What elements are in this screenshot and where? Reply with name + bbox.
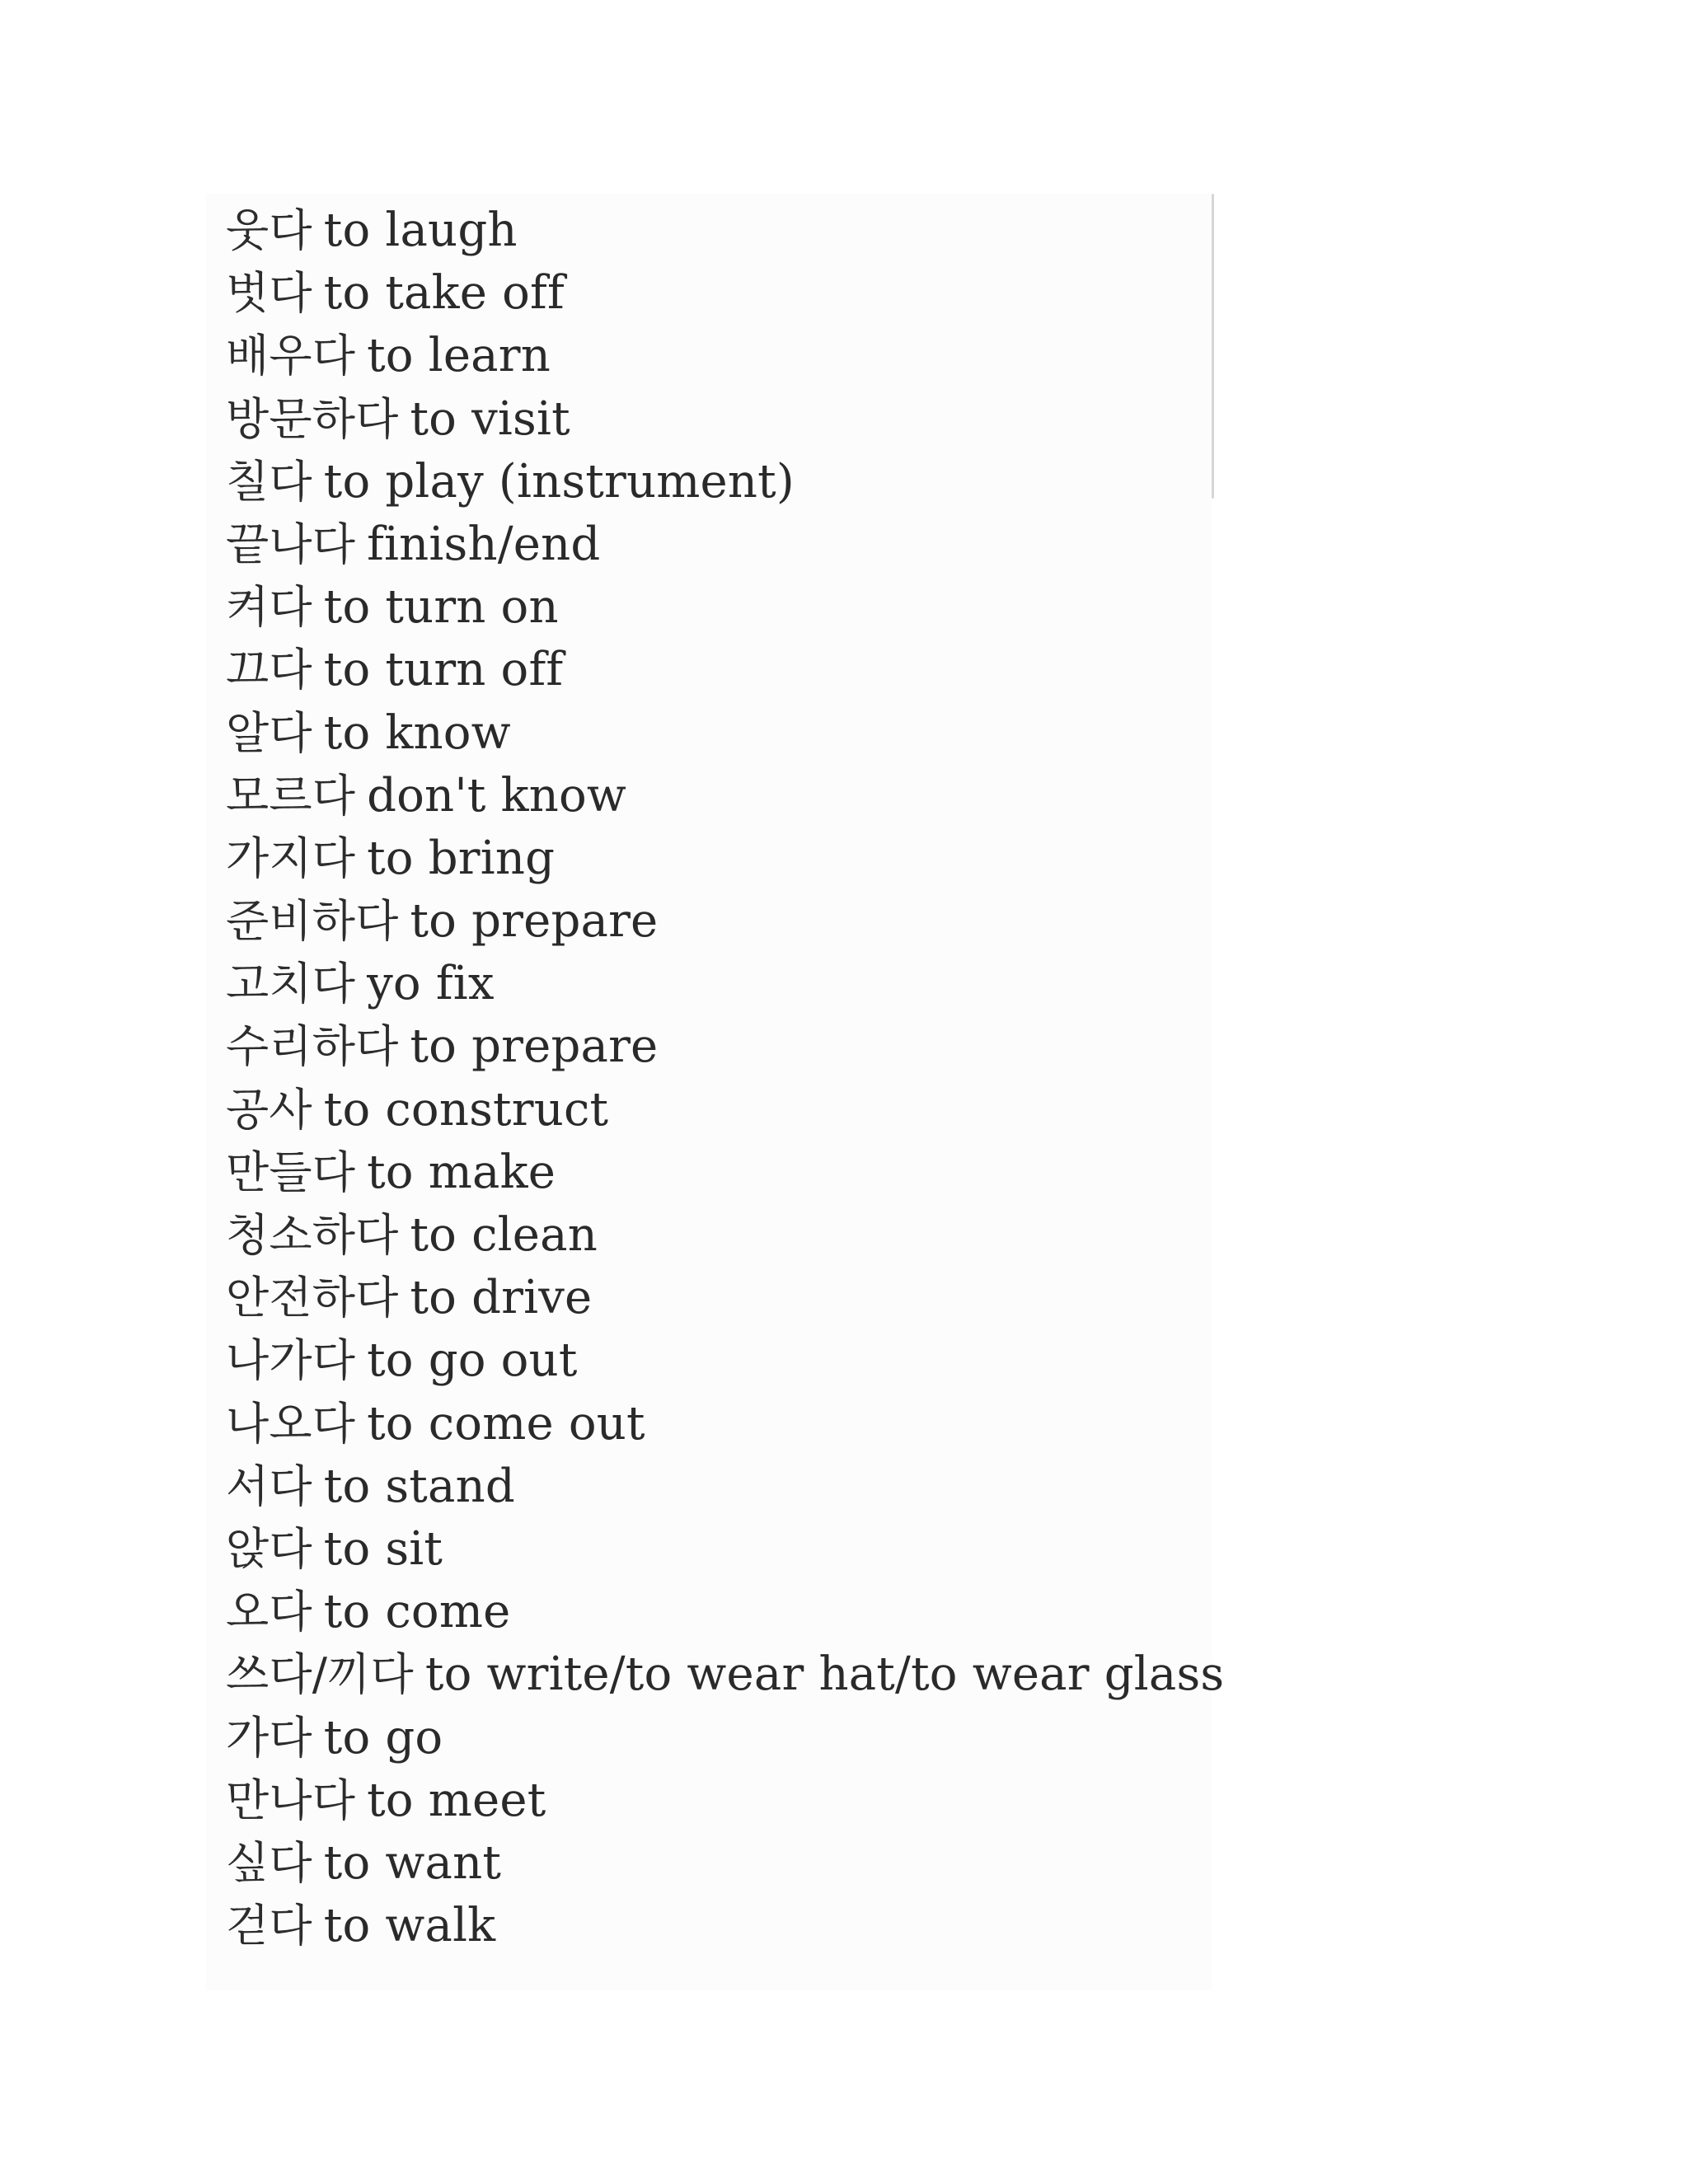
- korean-word: 끝나다: [226, 518, 356, 570]
- english-meaning: to turn off: [323, 643, 564, 697]
- vocab-item: [226, 325, 1224, 387]
- korean-word: 켜다: [226, 581, 312, 634]
- vocab-item: [226, 1393, 1224, 1455]
- vocab-item: [226, 890, 1224, 953]
- korean-word: 서다: [226, 1460, 312, 1512]
- korean-word: 수리하다: [226, 1020, 399, 1073]
- english-meaning: to play (instrument): [323, 454, 795, 509]
- korean-word: 걷다: [226, 1900, 312, 1952]
- english-meaning: to visit: [410, 391, 570, 446]
- korean-word: 만나다: [226, 1774, 356, 1826]
- korean-word: 끄다: [226, 644, 312, 696]
- vocab-item: [226, 1581, 1224, 1643]
- korean-word: 배우다: [226, 330, 356, 382]
- vocab-item: [226, 1455, 1224, 1518]
- korean-word: 오다: [226, 1586, 312, 1638]
- vocab-item: [226, 1204, 1224, 1267]
- vocab-item: [226, 1769, 1224, 1832]
- vocab-item: [226, 702, 1224, 765]
- vocab-item: [226, 1267, 1224, 1329]
- korean-word: 웃다: [226, 204, 312, 256]
- english-meaning: to drive: [410, 1271, 593, 1325]
- korean-word: 안전하다: [226, 1272, 399, 1324]
- vocab-item: [226, 388, 1224, 451]
- korean-word: 나가다: [226, 1334, 356, 1387]
- korean-word: 모르다: [226, 769, 356, 822]
- vocab-item: [226, 262, 1224, 325]
- vocab-item: [226, 513, 1224, 576]
- vocab-item: [226, 451, 1224, 513]
- vocab-item: [226, 827, 1224, 890]
- english-meaning: to prepare: [410, 894, 659, 949]
- korean-word: 앉다: [226, 1522, 312, 1575]
- korean-word: 가지다: [226, 832, 356, 884]
- vocab-item: [226, 1895, 1224, 1957]
- english-meaning: to turn on: [323, 580, 559, 635]
- english-meaning: to take off: [323, 266, 565, 321]
- english-meaning: to prepare: [410, 1019, 659, 1074]
- english-meaning: to clean: [410, 1208, 598, 1262]
- english-meaning: to bring: [367, 831, 556, 885]
- english-meaning: don't know: [367, 768, 627, 823]
- vocab-item: [226, 1707, 1224, 1769]
- korean-word: 칠다: [226, 455, 312, 508]
- korean-word: 쓰다/끼다: [226, 1648, 414, 1701]
- english-meaning: to meet: [367, 1773, 546, 1827]
- korean-word: 공사: [226, 1083, 312, 1136]
- english-meaning: yo fix: [367, 957, 495, 1011]
- vocab-item: [226, 765, 1224, 827]
- vocab-item: [226, 1141, 1224, 1204]
- english-meaning: to go: [323, 1710, 443, 1765]
- english-meaning: to walk: [323, 1899, 496, 1953]
- korean-word: 방문하다: [226, 392, 399, 445]
- english-meaning: to go out: [367, 1333, 578, 1388]
- vocab-item: [226, 199, 1224, 262]
- korean-word: 가다: [226, 1711, 312, 1764]
- vocab-item: [226, 1518, 1224, 1581]
- english-meaning: to want: [323, 1835, 502, 1890]
- korean-word: 알다: [226, 706, 312, 759]
- english-meaning: to come: [323, 1585, 511, 1639]
- vocab-item: [226, 1643, 1224, 1706]
- english-meaning: finish/end: [367, 517, 601, 571]
- korean-word: 만들다: [226, 1146, 356, 1198]
- korean-word: 청소하다: [226, 1209, 399, 1261]
- english-meaning: to sit: [323, 1521, 443, 1576]
- vocabulary-list: [226, 199, 1224, 1957]
- vocab-item: [226, 576, 1224, 639]
- english-meaning: to come out: [367, 1396, 645, 1451]
- english-meaning: to write/to wear hat/to wear glass: [424, 1647, 1225, 1702]
- vocab-item: [226, 1832, 1224, 1895]
- english-meaning: to make: [367, 1145, 556, 1199]
- english-meaning: to stand: [323, 1459, 515, 1513]
- vocab-item: [226, 1079, 1224, 1141]
- korean-word: 준비하다: [226, 895, 399, 948]
- english-meaning: to learn: [367, 329, 551, 383]
- korean-word: 고치다: [226, 958, 356, 1010]
- korean-word: 싶다: [226, 1836, 312, 1889]
- vocab-item: [226, 953, 1224, 1015]
- korean-word: 나오다: [226, 1397, 356, 1450]
- korean-word: 벗다: [226, 267, 312, 320]
- vocab-item: [226, 639, 1224, 701]
- english-meaning: to construct: [323, 1082, 609, 1137]
- vocab-item: [226, 1015, 1224, 1078]
- english-meaning: to know: [323, 705, 511, 760]
- vocab-item: [226, 1329, 1224, 1392]
- english-meaning: to laugh: [323, 204, 518, 257]
